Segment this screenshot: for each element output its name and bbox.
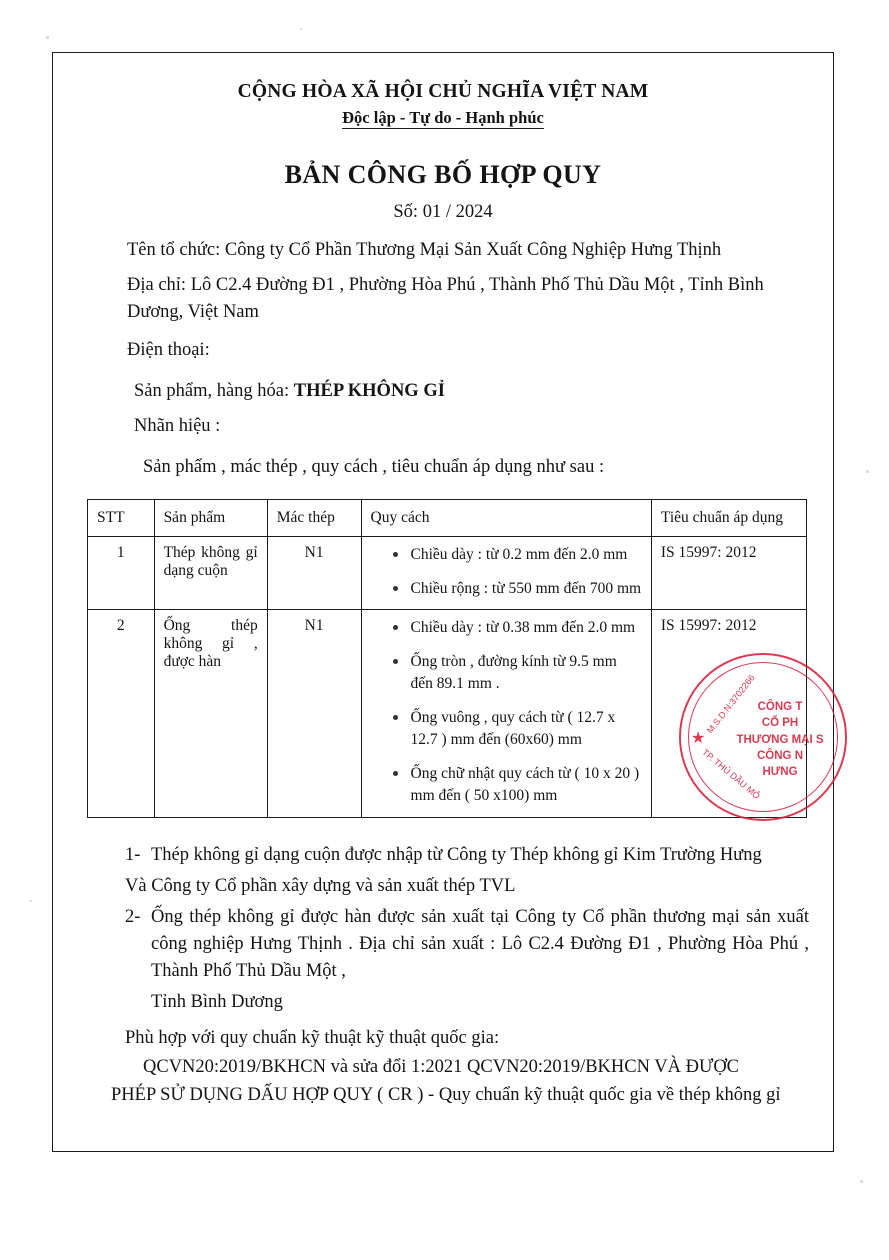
th-stt: STT [88,500,155,537]
seal-registration-number: M.S.D.N:3702266 [704,672,757,736]
document-number: Số: 01 / 2024 [393,202,493,222]
org-phone-row [77,337,809,364]
scan-speck [860,1180,863,1183]
note-item [125,904,809,986]
scan-speck [300,28,302,30]
spec-list [371,544,642,600]
cell-spec [361,537,651,610]
cell-standard: IS 15997: 2012 [651,537,806,610]
notes-section [77,842,809,1052]
seal-line-1: CÔNG T [757,701,803,713]
note-item [125,842,809,869]
th-standard: Tiêu chuẩn áp dụng [651,500,806,537]
product-label: Sản phẩm, hàng hóa: [134,380,294,401]
note-continuation: Tỉnh Bình Dương [151,992,283,1013]
spec-item: Ống chữ nhật quy cách từ ( 10 x 20 ) mm đến ( 50 x100) mm [391,763,642,808]
national-title: CỘNG HÒA XÃ HỘI CHỦ NGHĨA VIỆT NAM [237,81,649,102]
cell-grade: N1 [267,537,361,610]
conformity-line-2: PHÉP SỬ DỤNG DẤU HỢP QUY ( CR ) - Quy chuẩn kỹ thuật quốc gia về thép không gỉ [111,1084,781,1105]
org-address-label: Địa chỉ: [127,275,191,296]
seal-line-3: THƯƠNG MẠI S [736,733,824,746]
cell-stt: 2 [88,610,155,817]
conformity-section [77,1054,809,1110]
spec-item: Ống vuông , quy cách từ ( 12.7 x 12.7 ) mm đến (60x60) mm [391,707,642,752]
spec-list [371,617,642,807]
seal-line-2: CỔ PH [761,717,799,730]
seal-line-4: CÔNG N [757,749,803,762]
scan-speck [866,470,869,473]
seal-line-5: HƯNG [762,766,798,779]
cell-product: Thép không gỉ dạng cuộn [154,537,267,610]
org-address-value: Lô C2.4 Đường Đ1 , Phường Hòa Phú , Thành Phố Thủ Dầu Một , Tỉnh Bình Dương, Việt Nam [127,275,764,323]
note-number: 2- [125,906,141,927]
note-number: 1- [125,844,141,865]
seal-location-text: TP. THỦ DẦU MỘ [700,746,762,802]
scan-speck [46,36,49,39]
product-value: THÉP KHÔNG GỈ [293,380,445,401]
spec-item: Ống tròn , đường kính từ 9.5 mm đến 89.1 mm . [391,651,642,696]
note-text: Thép không gỉ dạng cuộn được nhập từ Công ty Thép không gỉ Kim Trường Hưng [151,844,762,865]
org-name-value: Công ty Cổ Phần Thương Mại Sản Xuất Công Nghiệp Hưng Thịnh [224,240,722,260]
cell-grade: N1 [267,610,361,817]
org-name-label: Tên tổ chức: [127,240,225,260]
conformity-line-1: QCVN20:2019/BKHCN và sửa đổi 1:2021 QCVN20:2019/BKHCN VÀ ĐƯỢC [143,1056,740,1077]
th-spec: Quy cách [361,500,651,537]
company-seal-stamp [679,653,847,821]
cell-stt: 1 [88,537,155,610]
product-row [77,378,809,405]
brand-row [77,413,809,440]
national-motto [77,108,809,128]
document-title: BẢN CÔNG BỐ HỢP QUY [284,160,602,189]
document-body [53,53,833,1151]
cell-product: Ống thép không gỉ , được hàn [154,610,267,817]
scan-speck [30,900,32,902]
cell-spec [361,610,651,817]
table-row [88,537,807,610]
note-text: Ống thép không gỉ được hàn được sản xuất tại Công ty Cổ phần thương mại sản xuất công nghiệp Hưng Thịnh . Địa chỉ sản xuất : Lô C2.4 Đường Đ1 , Phường Hòa Phú , Thành Phố Thủ Dầu Một , [151,906,809,982]
spec-item: Chiều dày : từ 0.38 mm đến 2.0 mm [391,617,642,639]
national-motto-text: Độc lập - Tự do - Hạnh phúc [342,108,544,127]
th-product: Sản phẩm [154,500,267,537]
org-phone-label: Điện thoại: [127,339,210,360]
org-address-row [77,272,809,326]
org-name-row [77,237,809,264]
spec-intro: Sản phẩm , mác thép , quy cách , tiêu chuẩn áp dụng như sau : [143,457,605,478]
spec-item: Chiều rộng : từ 550 mm đến 700 mm [391,578,642,600]
seal-star-icon: ★ [691,730,706,747]
th-grade: Mác thép [267,500,361,537]
spec-item: Chiều dày : từ 0.2 mm đến 2.0 mm [391,544,642,566]
table-header-row [88,500,807,537]
conformity-intro: Phù hợp với quy chuẩn kỹ thuật kỹ thuật quốc gia: [125,1027,500,1048]
seal-center-text [717,699,843,781]
brand-label: Nhãn hiệu : [134,415,221,436]
cell-standard: IS 15997: 2012 [651,610,806,817]
document-page [52,52,834,1152]
note-continuation: Và Công ty Cổ phần xây dựng và sản xuất thép TVL [125,875,516,896]
